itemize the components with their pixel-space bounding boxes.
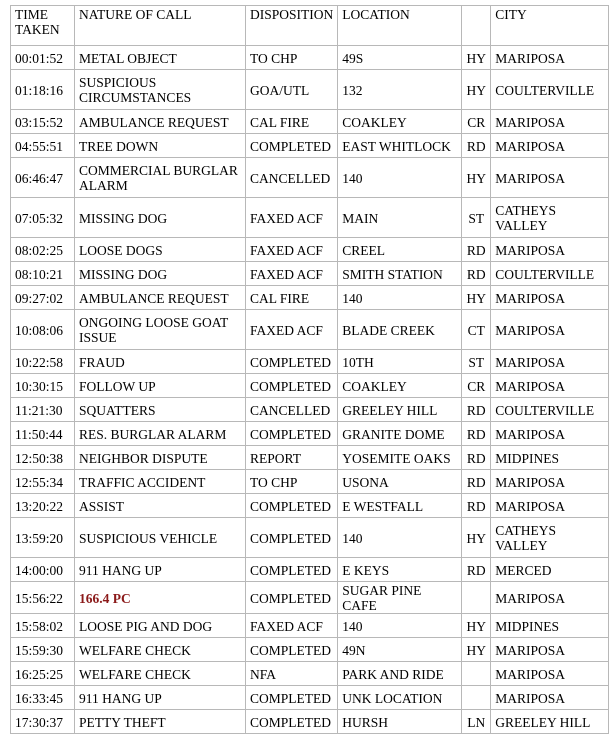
table-row	[11, 686, 609, 710]
cell-location: GRANITE DOME	[338, 422, 462, 446]
cell-street-type	[462, 686, 491, 710]
table-row	[11, 398, 609, 422]
cell-city: MARIPOSA	[491, 470, 609, 494]
cell-location: MAIN	[338, 198, 462, 238]
cell-city: MARIPOSA	[491, 494, 609, 518]
cell-disposition: FAXED ACF	[246, 238, 338, 262]
cell-time: 01:18:16	[11, 70, 75, 110]
cell-location: BLADE CREEK	[338, 310, 462, 350]
cell-disposition: COMPLETED	[246, 518, 338, 558]
table-row	[11, 262, 609, 286]
cell-location: SMITH STATION	[338, 262, 462, 286]
cell-location: 49N	[338, 638, 462, 662]
cell-time: 16:33:45	[11, 686, 75, 710]
cell-street-type: RD	[462, 422, 491, 446]
table-row	[11, 558, 609, 582]
cell-city: MARIPOSA	[491, 582, 609, 614]
cell-street-type	[462, 662, 491, 686]
cell-nature: 911 HANG UP	[75, 686, 246, 710]
cell-nature: WELFARE CHECK	[75, 638, 246, 662]
cell-disposition: COMPLETED	[246, 638, 338, 662]
cell-nature: WELFARE CHECK	[75, 662, 246, 686]
cell-location: E KEYS	[338, 558, 462, 582]
cell-street-type: RD	[462, 494, 491, 518]
call-log-container	[10, 5, 609, 734]
cell-nature: FRAUD	[75, 350, 246, 374]
cell-time: 08:10:21	[11, 262, 75, 286]
table-row	[11, 158, 609, 198]
cell-nature: 911 HANG UP	[75, 558, 246, 582]
cell-street-type: HY	[462, 518, 491, 558]
cell-city: MARIPOSA	[491, 238, 609, 262]
cell-city: COULTERVILLE	[491, 70, 609, 110]
cell-time: 06:46:47	[11, 158, 75, 198]
cell-location: SUGAR PINE CAFE	[338, 582, 462, 614]
cell-disposition: COMPLETED	[246, 134, 338, 158]
cell-city: CATHEYS VALLEY	[491, 518, 609, 558]
cell-time: 10:08:06	[11, 310, 75, 350]
cell-disposition: COMPLETED	[246, 422, 338, 446]
table-row	[11, 446, 609, 470]
call-log-body	[11, 6, 609, 734]
header-city: CITY	[491, 6, 609, 46]
cell-city: MARIPOSA	[491, 374, 609, 398]
cell-city: MARIPOSA	[491, 110, 609, 134]
cell-disposition: FAXED ACF	[246, 310, 338, 350]
cell-street-type: RD	[462, 446, 491, 470]
cell-city: MARIPOSA	[491, 134, 609, 158]
cell-location: E WESTFALL	[338, 494, 462, 518]
table-row	[11, 582, 609, 614]
cell-disposition: COMPLETED	[246, 686, 338, 710]
cell-nature: ONGOING LOOSE GOAT ISSUE	[75, 310, 246, 350]
cell-city: MIDPINES	[491, 614, 609, 638]
cell-disposition: FAXED ACF	[246, 614, 338, 638]
cell-street-type: ST	[462, 198, 491, 238]
header-nature: NATURE OF CALL	[75, 6, 246, 46]
cell-city: COULTERVILLE	[491, 262, 609, 286]
cell-city: GREELEY HILL	[491, 710, 609, 734]
cell-disposition: FAXED ACF	[246, 262, 338, 286]
cell-nature: LOOSE PIG AND DOG	[75, 614, 246, 638]
cell-street-type: HY	[462, 614, 491, 638]
cell-street-type: LN	[462, 710, 491, 734]
cell-disposition: COMPLETED	[246, 350, 338, 374]
cell-disposition: CANCELLED	[246, 398, 338, 422]
table-row	[11, 310, 609, 350]
cell-city: MARIPOSA	[491, 422, 609, 446]
cell-time: 03:15:52	[11, 110, 75, 134]
table-row	[11, 350, 609, 374]
cell-nature: AMBULANCE REQUEST	[75, 286, 246, 310]
cell-time: 11:21:30	[11, 398, 75, 422]
cell-city: COULTERVILLE	[491, 398, 609, 422]
cell-city: MERCED	[491, 558, 609, 582]
header-location: LOCATION	[338, 6, 462, 46]
cell-time: 17:30:37	[11, 710, 75, 734]
cell-nature: SUSPICIOUS VEHICLE	[75, 518, 246, 558]
cell-city: MARIPOSA	[491, 638, 609, 662]
cell-location: GREELEY HILL	[338, 398, 462, 422]
table-row	[11, 470, 609, 494]
cell-time: 10:22:58	[11, 350, 75, 374]
cell-location: HURSH	[338, 710, 462, 734]
cell-city: MIDPINES	[491, 446, 609, 470]
header-disposition: DISPOSITION	[246, 6, 338, 46]
cell-time: 07:05:32	[11, 198, 75, 238]
cell-disposition: COMPLETED	[246, 582, 338, 614]
cell-location: 140	[338, 614, 462, 638]
cell-street-type: RD	[462, 470, 491, 494]
cell-time: 15:58:02	[11, 614, 75, 638]
cell-nature: FOLLOW UP	[75, 374, 246, 398]
cell-time: 00:01:52	[11, 46, 75, 70]
cell-street-type: HY	[462, 46, 491, 70]
cell-nature: SUSPICIOUS CIRCUMSTANCES	[75, 70, 246, 110]
cell-location: 140	[338, 286, 462, 310]
cell-street-type: HY	[462, 286, 491, 310]
cell-location: YOSEMITE OAKS	[338, 446, 462, 470]
cell-nature: 166.4 PC	[75, 582, 246, 614]
cell-nature: MISSING DOG	[75, 198, 246, 238]
cell-disposition: GOA/UTL	[246, 70, 338, 110]
table-row	[11, 710, 609, 734]
table-row	[11, 238, 609, 262]
table-row	[11, 638, 609, 662]
cell-street-type: CR	[462, 110, 491, 134]
cell-time: 08:02:25	[11, 238, 75, 262]
table-row	[11, 46, 609, 70]
cell-street-type: HY	[462, 70, 491, 110]
cell-street-type: CT	[462, 310, 491, 350]
table-row	[11, 110, 609, 134]
cell-nature: SQUATTERS	[75, 398, 246, 422]
cell-city: MARIPOSA	[491, 158, 609, 198]
cell-nature: COMMERCIAL BURGLAR ALARM	[75, 158, 246, 198]
cell-street-type: HY	[462, 638, 491, 662]
table-row	[11, 422, 609, 446]
cell-time: 12:50:38	[11, 446, 75, 470]
header-row	[11, 6, 609, 46]
cell-location: 140	[338, 518, 462, 558]
table-row	[11, 286, 609, 310]
cell-disposition: CANCELLED	[246, 158, 338, 198]
cell-disposition: FAXED ACF	[246, 198, 338, 238]
cell-city: MARIPOSA	[491, 46, 609, 70]
cell-location: USONA	[338, 470, 462, 494]
cell-time: 13:59:20	[11, 518, 75, 558]
cell-nature: ASSIST	[75, 494, 246, 518]
cell-disposition: COMPLETED	[246, 558, 338, 582]
cell-disposition: REPORT	[246, 446, 338, 470]
cell-location: UNK LOCATION	[338, 686, 462, 710]
cell-nature: RES. BURGLAR ALARM	[75, 422, 246, 446]
cell-street-type	[462, 582, 491, 614]
cell-time: 13:20:22	[11, 494, 75, 518]
call-log-table	[10, 5, 609, 734]
cell-time: 12:55:34	[11, 470, 75, 494]
header-street-type	[462, 6, 491, 46]
cell-location: 10TH	[338, 350, 462, 374]
cell-location: PARK AND RIDE	[338, 662, 462, 686]
cell-location: COAKLEY	[338, 374, 462, 398]
cell-street-type: RD	[462, 558, 491, 582]
cell-nature: PETTY THEFT	[75, 710, 246, 734]
cell-city: MARIPOSA	[491, 350, 609, 374]
table-row	[11, 518, 609, 558]
cell-street-type: RD	[462, 238, 491, 262]
table-row	[11, 70, 609, 110]
cell-disposition: TO CHP	[246, 46, 338, 70]
cell-time: 16:25:25	[11, 662, 75, 686]
cell-street-type: ST	[462, 350, 491, 374]
cell-city: MARIPOSA	[491, 686, 609, 710]
cell-city: CATHEYS VALLEY	[491, 198, 609, 238]
cell-city: MARIPOSA	[491, 662, 609, 686]
cell-location: 140	[338, 158, 462, 198]
cell-disposition: COMPLETED	[246, 494, 338, 518]
cell-nature: NEIGHBOR DISPUTE	[75, 446, 246, 470]
cell-street-type: CR	[462, 374, 491, 398]
cell-time: 14:00:00	[11, 558, 75, 582]
cell-nature: LOOSE DOGS	[75, 238, 246, 262]
cell-disposition: CAL FIRE	[246, 110, 338, 134]
cell-location: EAST WHITLOCK	[338, 134, 462, 158]
cell-street-type: HY	[462, 158, 491, 198]
cell-street-type: RD	[462, 262, 491, 286]
cell-nature: TRAFFIC ACCIDENT	[75, 470, 246, 494]
table-row	[11, 374, 609, 398]
cell-disposition: TO CHP	[246, 470, 338, 494]
cell-time: 04:55:51	[11, 134, 75, 158]
cell-nature: AMBULANCE REQUEST	[75, 110, 246, 134]
cell-location: COAKLEY	[338, 110, 462, 134]
table-row	[11, 494, 609, 518]
cell-city: MARIPOSA	[491, 286, 609, 310]
cell-time: 15:59:30	[11, 638, 75, 662]
cell-location: CREEL	[338, 238, 462, 262]
cell-nature: METAL OBJECT	[75, 46, 246, 70]
cell-street-type: RD	[462, 398, 491, 422]
cell-street-type: RD	[462, 134, 491, 158]
table-row	[11, 198, 609, 238]
header-time: TIME TAKEN	[11, 6, 75, 46]
cell-nature: TREE DOWN	[75, 134, 246, 158]
cell-disposition: COMPLETED	[246, 374, 338, 398]
cell-time: 10:30:15	[11, 374, 75, 398]
cell-location: 49S	[338, 46, 462, 70]
cell-disposition: NFA	[246, 662, 338, 686]
cell-time: 09:27:02	[11, 286, 75, 310]
table-row	[11, 662, 609, 686]
cell-location: 132	[338, 70, 462, 110]
table-row	[11, 614, 609, 638]
cell-time: 15:56:22	[11, 582, 75, 614]
table-row	[11, 134, 609, 158]
cell-time: 11:50:44	[11, 422, 75, 446]
cell-disposition: CAL FIRE	[246, 286, 338, 310]
cell-nature: MISSING DOG	[75, 262, 246, 286]
cell-disposition: COMPLETED	[246, 710, 338, 734]
cell-city: MARIPOSA	[491, 310, 609, 350]
